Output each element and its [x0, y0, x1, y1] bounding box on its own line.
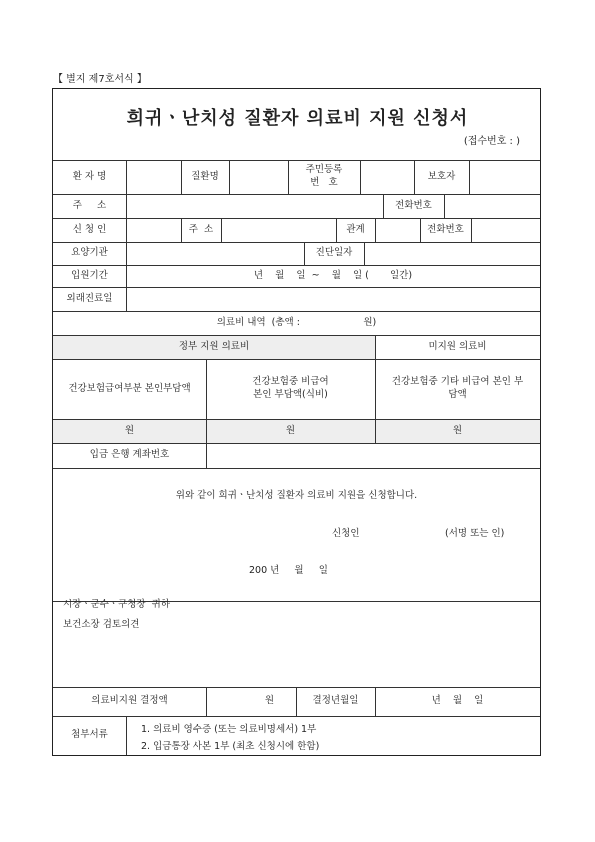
guardian-label: 보호자 — [427, 170, 456, 182]
non-covered-meal-line2: 본인 부담액(식비) — [253, 389, 328, 400]
applicant-label: 신 청 인 — [72, 223, 107, 235]
address-field[interactable] — [126, 194, 383, 218]
relation-label: 관계 — [346, 223, 365, 235]
attachments-label: 첨부서류 — [71, 729, 108, 741]
expense-total-header: 의료비 내역 (총액 : 원) — [216, 316, 377, 328]
gov-support-header: 정부 지원 의료비 — [178, 340, 250, 352]
decision-amount-field[interactable]: 원 — [264, 695, 274, 707]
health-center-opinion-label: 보건소장 검토의견 — [63, 619, 140, 630]
patient-name-field[interactable] — [126, 160, 181, 194]
non-covered-meal-line1: 건강보험중 비급여 — [252, 376, 329, 388]
application-form — [52, 88, 541, 756]
bank-account-label: 입금 은행 계좌번호 — [89, 449, 170, 461]
attachment-item: 2. 입금통장 사본 1부 (최초 신청시에 한함) — [141, 741, 320, 752]
address-label: 주 소 — [72, 199, 107, 211]
applicant-field[interactable] — [126, 218, 181, 242]
decision-date-label: 결정년월일 — [312, 695, 359, 707]
insured-copay-header: 건강보험급여부분 본인부담액 — [68, 382, 191, 394]
patient-name-label: 환 자 명 — [72, 170, 107, 182]
admission-period-field[interactable]: 년 월 일 ~ 월 일 ( 일간) — [253, 269, 413, 281]
disease-label: 질환명 — [191, 170, 219, 182]
institution-field[interactable] — [126, 242, 304, 265]
applicant-sign-field[interactable]: (서명 또는 인) — [445, 528, 505, 539]
other-non-covered-line2: 담액 — [448, 389, 467, 400]
insured-copay-amount[interactable]: 원 — [124, 424, 135, 436]
applicant-phone-field[interactable] — [471, 218, 540, 242]
non-covered-meal-amount[interactable]: 원 — [285, 424, 296, 436]
bank-account-field[interactable] — [206, 443, 540, 468]
phone-label: 전화번호 — [395, 199, 432, 211]
receipt-number: (접수번호 : ) — [463, 136, 520, 147]
rrn-label-line2: 번 호 — [310, 177, 338, 188]
rrn-field[interactable] — [360, 160, 414, 194]
decision-date-field[interactable]: 년 월 일 — [431, 695, 484, 707]
application-date[interactable]: 200 년 월 일 — [249, 565, 328, 576]
applicant-address-field[interactable] — [221, 218, 336, 242]
rrn-label — [288, 160, 360, 194]
statement-text: 위와 같이 희귀ㆍ난치성 질환자 의료비 지원을 신청합니다. — [175, 489, 418, 501]
rrn-label-line1: 주민등록 — [305, 164, 343, 176]
non-covered-meal-header — [206, 359, 375, 419]
unsupported-header: 미지원 의료비 — [428, 340, 487, 352]
form-number: 【 별지 제7호서식 】 — [53, 74, 147, 85]
diagnosis-date-field[interactable] — [364, 242, 540, 265]
health-center-opinion-field[interactable] — [53, 629, 540, 685]
decision-amount-label: 의료비지원 결정액 — [91, 695, 168, 707]
institution-label: 요양기관 — [71, 247, 108, 259]
other-non-covered-header — [375, 359, 540, 419]
admission-period-label: 입원기간 — [71, 269, 108, 281]
form-title: 희귀ㆍ난치성 질환자 의료비 지원 신청서 — [126, 108, 469, 129]
diagnosis-date-label: 진단일자 — [315, 247, 353, 259]
outpatient-label: 외래진료일 — [66, 292, 113, 304]
applicant-phone-label: 전화번호 — [427, 223, 464, 235]
outpatient-field[interactable] — [126, 287, 540, 311]
applicant-address-label: 주 소 — [188, 223, 214, 235]
phone-field[interactable] — [444, 194, 540, 218]
other-non-covered-amount[interactable]: 원 — [452, 424, 463, 436]
guardian-field[interactable] — [469, 160, 540, 194]
applicant-sign-label: 신청인 — [332, 528, 360, 539]
attachment-item: 1. 의료비 영수증 (또는 의료비명세서) 1부 — [141, 724, 317, 735]
relation-field[interactable] — [375, 218, 420, 242]
other-non-covered-line1: 건강보험중 기타 비급여 본인 부 — [391, 376, 524, 388]
disease-field[interactable] — [229, 160, 288, 194]
addressee: 시장ㆍ군수ㆍ구청장 귀하 — [63, 599, 170, 610]
